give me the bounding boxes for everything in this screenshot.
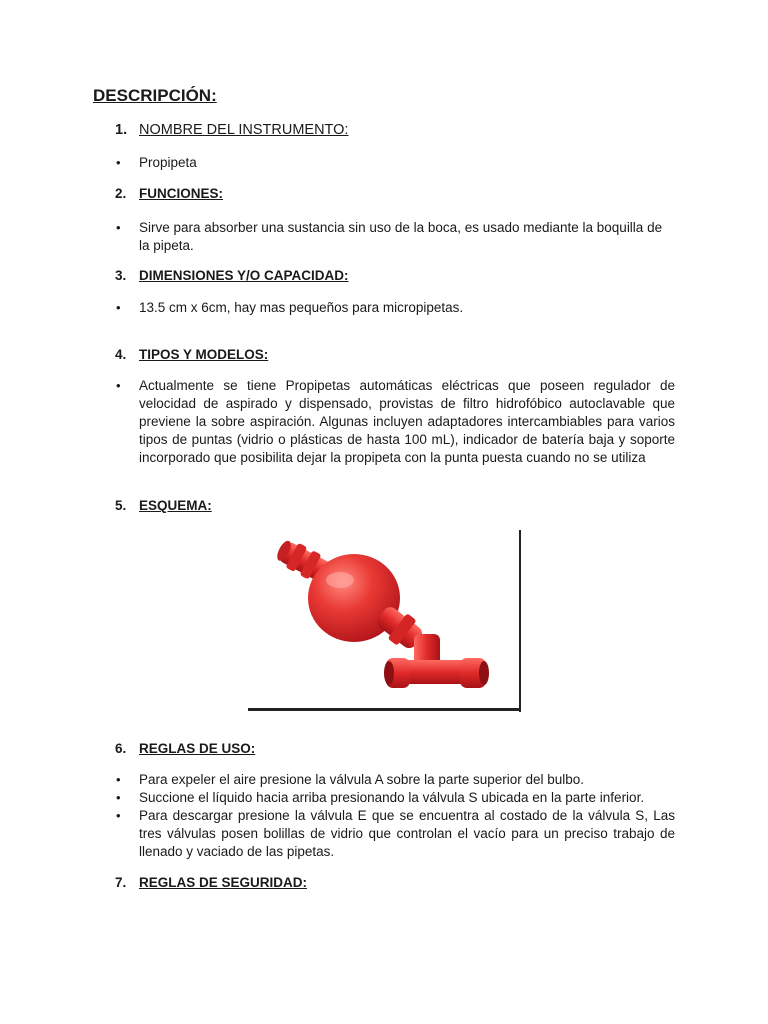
list-item: • Para descargar presione la válvula E que se encuentra al costado de la válvula S, Las tres válvulas posen bolillas de vidrio que controlan el vacío para un preciso trabajo de llenado y vaciado de las pipetas. <box>115 807 675 861</box>
section-4-list <box>115 377 675 467</box>
section-number: 3. <box>115 268 127 283</box>
page-title: DESCRIPCIÓN: <box>93 86 217 105</box>
list-item: • Succione el líquido hacia arriba presionando la válvula S ubicada en la parte inferior. <box>115 789 675 807</box>
section-6-list <box>115 771 675 861</box>
section-title: REGLAS DE SEGURIDAD: <box>139 875 308 890</box>
section-5-heading <box>115 498 212 513</box>
section-title: DIMENSIONES Y/O CAPACIDAD: <box>139 268 349 283</box>
figure-frame-bottom <box>248 708 521 711</box>
section-number: 2. <box>115 186 127 201</box>
section-2-list <box>115 219 675 255</box>
section-2-heading <box>115 186 223 201</box>
section-6-heading <box>115 741 255 756</box>
section-title: NOMBRE DEL INSTRUMENTO: <box>139 122 349 138</box>
list-item: • Para expeler el aire presione la válvula A sobre la parte superior del bulbo. <box>115 771 675 789</box>
list-item: • Actualmente se tiene Propipetas automáticas eléctricas que poseen regulador de velocidad de aspirado y dispensado, provistas de filtro hidrofóbico autoclavable que previene la sobre aspiración. Algunas incluyen adaptadores intercambiables para varios tipos de puntas (vidrio o plásticas de hasta 100 mL), indicador de batería baja y soporte incorporado que posibilita dejar la propipeta con la punta puesta cuando no se utiliza <box>115 377 675 467</box>
section-title: ESQUEMA: <box>139 498 212 513</box>
section-1-heading <box>115 122 348 138</box>
section-number: 1. <box>115 122 128 138</box>
schematic-figure <box>248 530 524 712</box>
list-item: • 13.5 cm x 6cm, hay mas pequeños para micropipetas. <box>115 299 675 317</box>
section-7-heading <box>115 875 307 890</box>
section-number: 6. <box>115 741 127 756</box>
section-number: 5. <box>115 498 127 513</box>
section-3-list <box>115 299 675 317</box>
figure-frame-right <box>519 530 521 712</box>
section-3-heading <box>115 268 349 283</box>
section-number: 7. <box>115 875 127 890</box>
section-1-list <box>115 154 675 172</box>
section-number: 4. <box>115 347 127 362</box>
section-title: FUNCIONES: <box>139 186 223 201</box>
section-title: REGLAS DE USO: <box>139 741 256 756</box>
red-rubber-pipette-bulb-icon <box>248 530 524 712</box>
list-item: • Propipeta <box>115 154 675 172</box>
section-title: TIPOS Y MODELOS: <box>139 347 269 362</box>
section-4-heading <box>115 347 268 362</box>
list-item: • Sirve para absorber una sustancia sin uso de la boca, es usado mediante la boquilla de la pipeta. <box>115 219 675 255</box>
